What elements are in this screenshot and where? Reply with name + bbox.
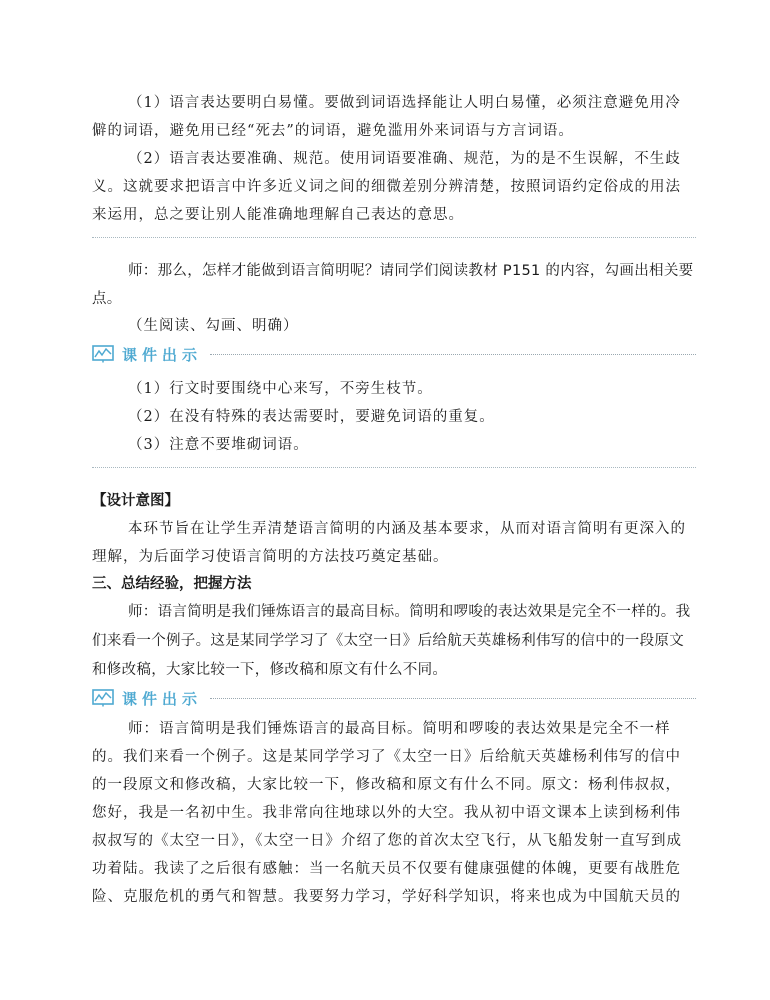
courseware-header bbox=[92, 687, 696, 709]
slide1-item-1: （1）行文时要围绕中心来写，不旁生枝节。 bbox=[128, 381, 433, 397]
section3-text: 师：语言简明是我们锤炼语言的最高目标。简明和啰唆的表达效果是完全不一样的。我们来看一个例子。这是某同学学习了《太空一日》后给航天英雄杨利伟写的信中的一段原文和修改稿，大家比较一下，修改稿和原文有什么不同。 bbox=[92, 604, 691, 678]
design-text: 本环节旨在让学生弄清楚语言简明的内涵及基本要求，从而对语言简明有更深入的理解，为后面学习使语言简明的方法技巧奠定基础。 bbox=[92, 521, 686, 565]
courseware-icon bbox=[92, 689, 114, 707]
header-rule bbox=[210, 698, 696, 699]
divider bbox=[92, 237, 696, 238]
slide1-item-3: （3）注意不要堆砌词语。 bbox=[128, 437, 309, 453]
divider bbox=[92, 467, 696, 468]
block1-paragraph-1: （1）语言表达要明白易懂。要做到词语选择能让人明白易懂，必须注意避免用冷僻的词语，避免用已经“死去”的词语，避免滥用外来词语与方言词语。 bbox=[92, 95, 681, 139]
courseware-header bbox=[92, 343, 696, 365]
courseware-icon bbox=[92, 345, 114, 363]
teacher-question: 师：那么，怎样才能做到语言简明呢？请同学们阅读教材 P151 的内容，勾画出相关要点。 bbox=[92, 263, 694, 307]
courseware-label: 课件出示 bbox=[122, 689, 203, 708]
slide2-text: 师：语言简明是我们锤炼语言的最高目标。简明和啰唆的表达效果是完全不一样的。我们来看一个例子。这是某同学学习了《太空一日》后给航天英雄杨利伟写的信中的一段原文和修改稿，大家比较一下，修改稿和原文有什么不同。原文：杨利伟叔叔，您好，我是一名初中生。我非常向往地球以外的大空。我从初中语文课本上读到杨利伟叔叔写的《太空一日》，《太空一日》介绍了您的首次太空飞行，从飞船发射一直写到成功着陆。我读了之后很有感触：当一名航天员不仅要有健康强健的体魄，更要有战胜危险、克服危机的勇气和智慧。我要努力学习，学好科学知识，将来也成为中国航天员的 bbox=[92, 721, 682, 905]
header-rule bbox=[210, 354, 696, 355]
courseware-label: 课件出示 bbox=[122, 345, 203, 364]
block1-paragraph-2: （2）语言表达要准确、规范。使用词语要准确、规范，为的是不生误解，不生歧义。这就要求把语言中许多近义词之间的细微差别分辨清楚，按照词语约定俗成的用法来运用，总之要让别人能准确地理解自己表达的意思。 bbox=[92, 151, 681, 223]
slide1-item-2: （2）在没有特殊的表达需要时，要避免词语的重复。 bbox=[128, 409, 495, 425]
section3-heading: 三、总结经验，把握方法 bbox=[92, 576, 252, 592]
student-note: （生阅读、勾画、明确） bbox=[128, 318, 299, 334]
design-heading: 【设计意图】 bbox=[92, 493, 179, 509]
